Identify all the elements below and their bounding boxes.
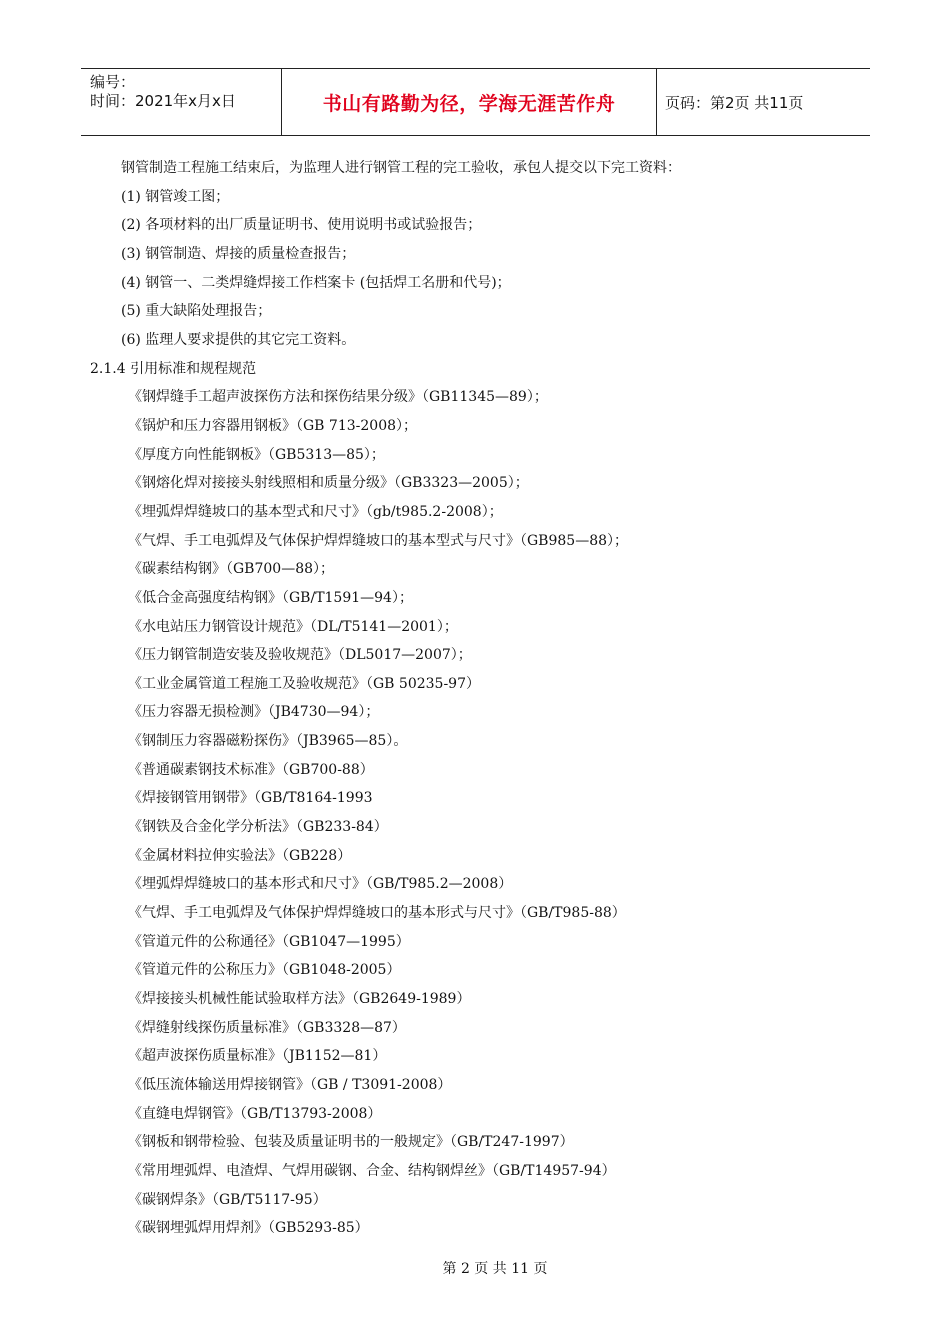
motto: 书山有路勤为径，学海无涯苦作舟 [282,69,657,135]
standard-item: 《水电站压力钢管设计规范》（DL/T5141—2001）； [128,618,458,635]
standard-item: 《压力钢管制造安装及验收规范》（DL5017—2007）； [128,647,472,664]
standard-item: 《普通碳素钢技术标准》（GB700-88） [128,761,374,778]
standard-item: 《工业金属管道工程施工及验收规范》（GB 50235-97） [128,675,481,692]
list-item: (3) 钢管制造、焊接的质量检查报告； [121,245,356,262]
standard-item: 《超声波探伤质量标准》（JB1152—81） [128,1048,387,1065]
standard-item: 《钢熔化焊对接接头射线照相和质量分级》（GB3323—2005）； [128,475,529,492]
page-info: 页码：第2页 共11页 [665,93,804,112]
list-item: (5) 重大缺陷处理报告； [121,303,272,320]
standard-item: 《直缝电焊钢管》（GB/T13793-2008） [128,1105,382,1122]
standard-item: 《气焊、手工电弧焊及气体保护焊焊缝坡口的基本形式与尺寸》（GB/T985-88） [128,905,626,922]
list-item: (2) 各项材料的出厂质量证明书、使用说明书或试验报告； [121,217,482,234]
standard-item: 《低压流体输送用焊接钢管》（GB / T3091-2008） [128,1077,452,1093]
standard-item: 《管道元件的公称通径》（GB1047—1995） [128,933,410,950]
standard-item: 《锅炉和压力容器用钢板》（GB 713-2008）； [128,417,418,434]
standard-item: 《气焊、手工电弧焊及气体保护焊焊缝坡口的基本型式与尺寸》（GB985—88）； [128,532,629,549]
standard-item: 《焊接接头机械性能试验取样方法》（GB2649-1989） [128,991,471,1008]
standard-item: 《埋弧焊焊缝坡口的基本形式和尺寸》（GB/T985.2—2008） [128,876,513,893]
list-item: (1) 钢管竣工图； [121,188,230,205]
standard-item: 《焊缝射线探伤质量标准》（GB3328—87） [128,1019,406,1036]
list-item: (6) 监理人要求提供的其它完工资料。 [121,331,356,348]
standard-item: 《管道元件的公称压力》（GB1048-2005） [128,962,401,979]
section-heading: 2.1.4 引用标准和规程规范 [90,360,257,377]
standard-item: 《低合金高强度结构钢》（GB/T1591—94）； [128,589,413,606]
time-label: 时间：2021年x月x日 [90,92,236,110]
standard-item: 《埋弧焊焊缝坡口的基本型式和尺寸》（gb/t985.2-2008）； [128,503,503,520]
header-table [81,68,870,136]
standard-item: 《碳素结构钢》（GB700—88）； [128,561,335,578]
standard-item: 《碳钢焊条》（GB/T5117-95） [128,1191,327,1208]
standard-item: 《焊接钢管用钢带》（GB/T8164-1993 [128,790,373,807]
standard-item: 《钢板和钢带检验、包装及质量证明书的一般规定》（GB/T247-1997） [128,1134,574,1151]
document-body [81,154,870,1243]
number-label: 编号： [90,73,136,91]
standard-item: 《压力容器无损检测》（JB4730—94）； [128,704,380,721]
standard-item: 《金属材料拉伸实验法》（GB228） [128,847,352,864]
standard-item: 《钢焊缝手工超声波探伤方法和探伤结果分级》（GB11345—89）； [128,389,548,406]
standards-list [81,383,870,1243]
standard-item: 《厚度方向性能钢板》（GB5313—85）； [128,446,385,463]
intro-paragraph: 钢管制造工程施工结束后，为监理人进行钢管工程的完工验收，承包人提交以下完工资料： [121,160,681,176]
standard-item: 《碳钢埋弧焊用焊剂》（GB5293-85） [128,1220,369,1237]
standard-item: 《钢制压力容器磁粉探伤》（JB3965—85）。 [128,733,408,750]
list-item: (4) 钢管一、二类焊缝焊接工作档案卡 (包括焊工名册和代号)； [121,274,511,291]
page-footer: 第 2 页 共 11 页 [442,1261,548,1277]
standard-item: 《常用埋弧焊、电渣焊、气焊用碳钢、合金、结构钢焊丝》（GB/T14957-94） [128,1162,616,1179]
header-left-cell [81,69,282,135]
standard-item: 《钢铁及合金化学分析法》（GB233-84） [128,819,388,836]
